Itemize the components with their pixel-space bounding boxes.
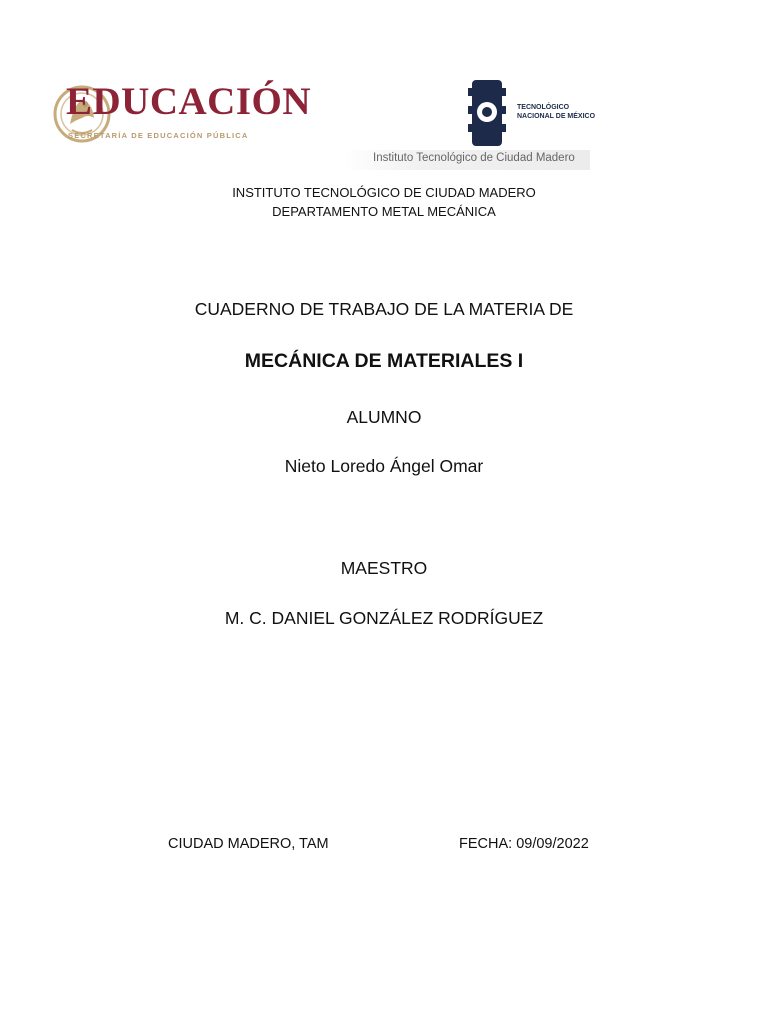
- subject-title: MECÁNICA DE MATERIALES I: [244, 350, 524, 372]
- workbook-label: CUADERNO DE TRABAJO DE LA MATERIA DE: [194, 299, 574, 319]
- sep-logo-subtitle: SECRETARÍA DE EDUCACIÓN PÚBLICA: [68, 131, 249, 140]
- tecnm-name-line2: NACIONAL DE MÉXICO: [517, 113, 596, 120]
- student-name: Nieto Loredo Ángel Omar: [284, 456, 484, 476]
- institution-name: INSTITUTO TECNOLÓGICO DE CIUDAD MADERO: [232, 185, 536, 200]
- location: CIUDAD MADERO, TAM: [168, 836, 329, 852]
- sep-logo-title: EDUCACIÓN: [66, 80, 312, 123]
- teacher-label: MAESTRO: [340, 558, 428, 578]
- student-label: ALUMNO: [346, 407, 422, 427]
- tecnm-logo-name: [517, 103, 595, 121]
- teacher-name: M. C. DANIEL GONZÁLEZ RODRÍGUEZ: [224, 608, 544, 628]
- date: FECHA: 09/09/2022: [459, 836, 589, 852]
- department-name: DEPARTAMENTO METAL MECÁNICA: [272, 204, 496, 219]
- tecnm-institute-name: Instituto Tecnológico de Ciudad Madero: [373, 152, 575, 164]
- tecnm-gear-logo-icon: [466, 78, 508, 152]
- tecnm-name-line1: TECNOLÓGICO: [517, 104, 570, 111]
